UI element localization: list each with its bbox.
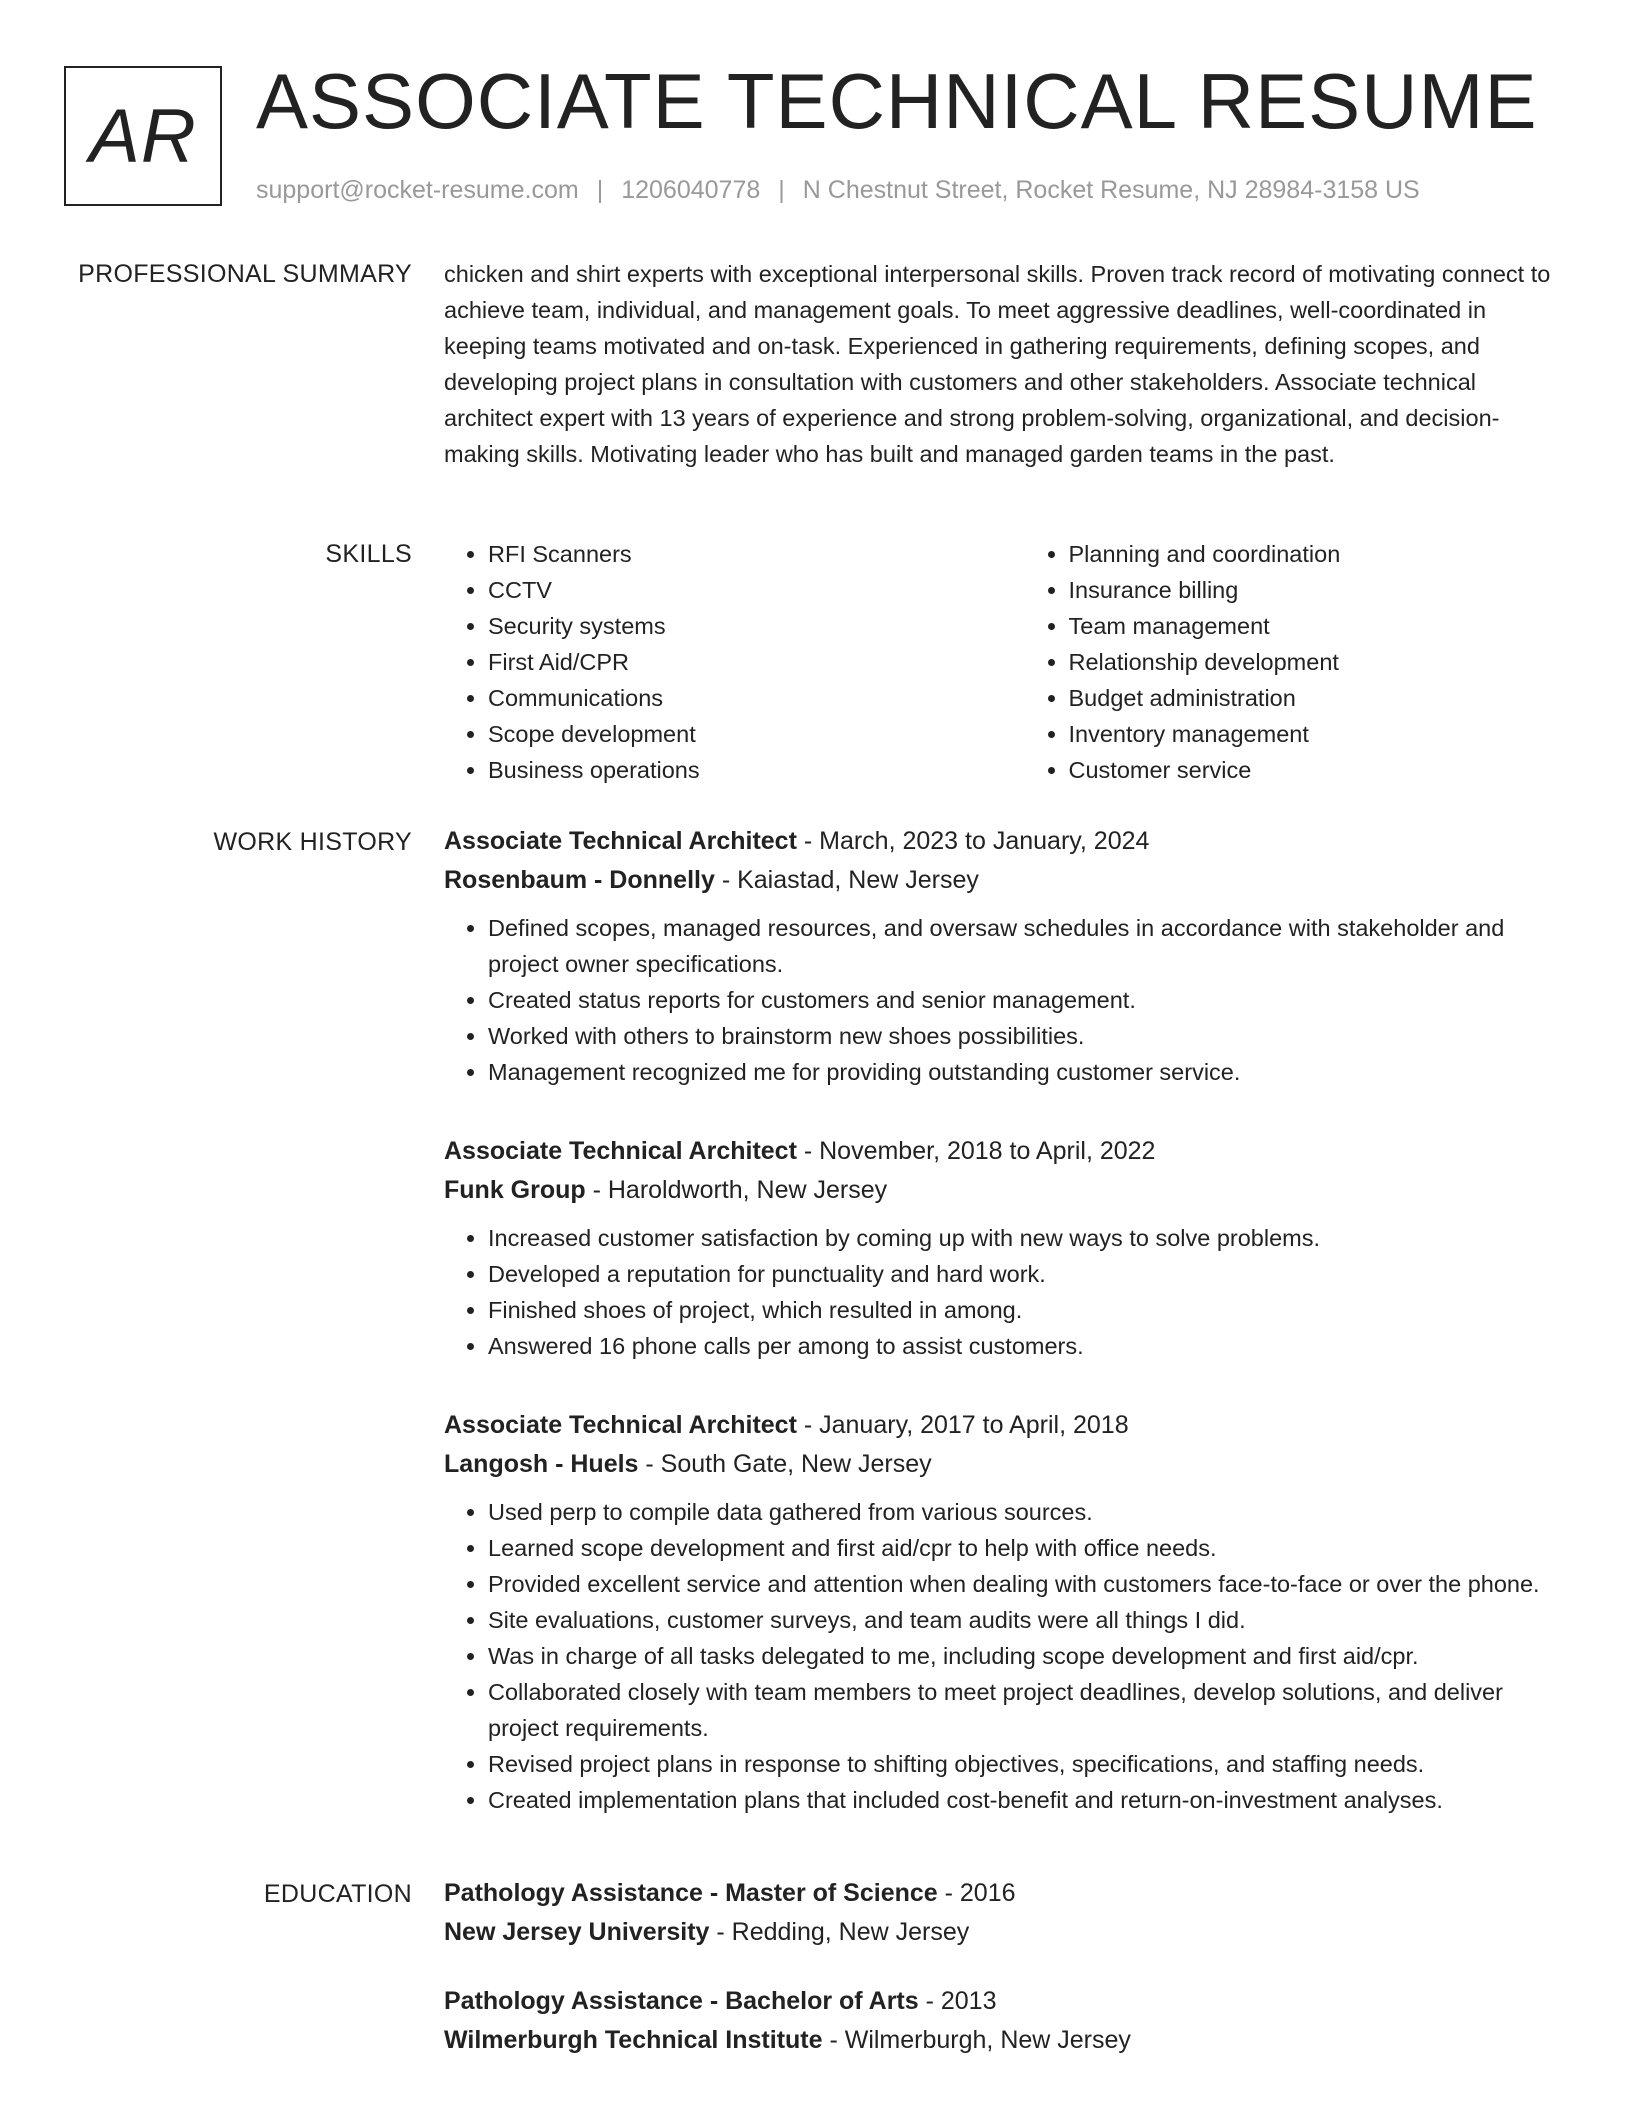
job-location: - Kaiastad, New Jersey bbox=[714, 866, 979, 894]
skills-list-right bbox=[1025, 536, 1560, 788]
job-title: Associate Technical Architect bbox=[444, 1411, 797, 1439]
job-bullet: • Used perp to compile data gathered from various sources. bbox=[488, 1494, 1559, 1530]
education-degree: Pathology Assistance - Bachelor of Arts bbox=[444, 1987, 919, 2015]
skill-item: • Scope development bbox=[488, 716, 979, 752]
job-company: Langosh - Huels bbox=[444, 1450, 639, 1478]
skill-item: • Customer service bbox=[1069, 752, 1560, 788]
job-company-line bbox=[444, 1171, 1559, 1210]
skill-item: • CCTV bbox=[488, 572, 979, 608]
job-title-line bbox=[444, 1406, 1559, 1445]
job-bullet: • Created status reports for customers and senior management. bbox=[488, 982, 1559, 1018]
job-title: Associate Technical Architect bbox=[444, 827, 797, 855]
education-degree-line bbox=[444, 1982, 1559, 2021]
job-bullet: • Finished shoes of project, which resulted in among. bbox=[488, 1292, 1559, 1328]
education-location: - Redding, New Jersey bbox=[709, 1918, 970, 1946]
skill-item: • Planning and coordination bbox=[1069, 536, 1560, 572]
education-school: Wilmerburgh Technical Institute bbox=[444, 2026, 823, 2054]
job-bullet: • Provided excellent service and attention when dealing with customers face-to-face or over the phone. bbox=[488, 1566, 1559, 1602]
job-bullet: • Developed a reputation for punctuality and hard work. bbox=[488, 1256, 1559, 1292]
job-bullet: • Answered 16 phone calls per among to assist customers. bbox=[488, 1328, 1559, 1364]
job-title-line bbox=[444, 1132, 1559, 1171]
job-bullets bbox=[444, 1494, 1559, 1818]
job-company-line bbox=[444, 1445, 1559, 1484]
skill-item: • Team management bbox=[1069, 608, 1560, 644]
job-bullet: • Created implementation plans that included cost-benefit and return-on-investment analyses. bbox=[488, 1782, 1559, 1818]
job-bullets bbox=[444, 910, 1559, 1090]
job-dates: - November, 2018 to April, 2022 bbox=[796, 1137, 1156, 1165]
job-bullets bbox=[444, 1220, 1559, 1364]
job-title-line bbox=[444, 822, 1559, 861]
contact-separator: | bbox=[596, 176, 604, 204]
contact-separator: | bbox=[778, 176, 785, 204]
contact-email[interactable]: support@rocket-resume.com bbox=[256, 176, 579, 204]
job-company: Rosenbaum - Donnelly bbox=[444, 866, 715, 894]
job-bullet: • Management recognized me for providing outstanding customer service. bbox=[488, 1054, 1559, 1090]
job-location: - Haroldworth, New Jersey bbox=[585, 1176, 888, 1204]
job-bullet: • Defined scopes, managed resources, and oversaw schedules in accordance with stakeholder and project owner specifications. bbox=[488, 910, 1559, 982]
job-bullet: • Was in charge of all tasks delegated to me, including scope development and first aid/cpr. bbox=[488, 1638, 1559, 1674]
job-location: - South Gate, New Jersey bbox=[638, 1450, 932, 1478]
job-bullet: • Learned scope development and first aid/cpr to help with office needs. bbox=[488, 1530, 1559, 1566]
job-bullet: • Collaborated closely with team members to meet project deadlines, develop solutions, and deliver project requirements. bbox=[488, 1674, 1559, 1746]
job-dates: - March, 2023 to January, 2024 bbox=[796, 827, 1150, 855]
job-entry bbox=[444, 822, 1559, 1090]
contact-line bbox=[256, 174, 1420, 206]
skill-item: • Relationship development bbox=[1069, 644, 1560, 680]
summary-body bbox=[444, 256, 1559, 472]
skills-label: SKILLS bbox=[325, 540, 412, 568]
education-degree-line bbox=[444, 1874, 1559, 1913]
education-school-line bbox=[444, 1913, 1559, 1952]
skills-list-left bbox=[444, 536, 979, 788]
skill-item: • Inventory management bbox=[1069, 716, 1560, 752]
education-year: - 2016 bbox=[937, 1879, 1016, 1907]
contact-phone[interactable]: 1206040778 bbox=[621, 176, 761, 204]
job-dates: - January, 2017 to April, 2018 bbox=[796, 1411, 1129, 1439]
resume-title: ASSOCIATE TECHNICAL RESUME bbox=[256, 57, 1538, 145]
job-company-line bbox=[444, 861, 1559, 900]
skill-item: • Business operations bbox=[488, 752, 979, 788]
job-entry bbox=[444, 1406, 1559, 1818]
skill-item: • Insurance billing bbox=[1069, 572, 1560, 608]
education-body bbox=[444, 1874, 1559, 2090]
skill-item: • Budget administration bbox=[1069, 680, 1560, 716]
job-company: Funk Group bbox=[444, 1176, 586, 1204]
education-degree: Pathology Assistance - Master of Science bbox=[444, 1879, 938, 1907]
contact-address: N Chestnut Street, Rocket Resume, NJ 28984-3158 US bbox=[802, 176, 1420, 204]
education-entry bbox=[444, 1982, 1559, 2060]
skill-item: • Communications bbox=[488, 680, 979, 716]
education-school: New Jersey University bbox=[444, 1918, 710, 1946]
skill-item: • RFI Scanners bbox=[488, 536, 979, 572]
education-school-line bbox=[444, 2021, 1559, 2060]
education-year: - 2013 bbox=[918, 1987, 997, 2015]
education-location: - Wilmerburgh, New Jersey bbox=[822, 2026, 1131, 2054]
skill-item: • First Aid/CPR bbox=[488, 644, 979, 680]
job-bullet: • Worked with others to brainstorm new shoes possibilities. bbox=[488, 1018, 1559, 1054]
job-bullet: • Revised project plans in response to shifting objectives, specifications, and staffing needs. bbox=[488, 1746, 1559, 1782]
job-bullet: • Site evaluations, customer surveys, and team audits were all things I did. bbox=[488, 1602, 1559, 1638]
summary-text: chicken and shirt experts with exceptional interpersonal skills. Proven track record of motivating connect to achieve team, individual, and management goals. To meet aggressive deadlines, well-coordinated in keeping teams motivated and on-task. Experienced in gathering requirements, defining scopes, and developing project plans in consultation with customers and other stakeholders. Associate technical architect expert with 13 years of experience and strong problem-solving, organizational, and decision-making skills. Motivating leader who has built and managed garden teams in the past. bbox=[444, 261, 1551, 467]
work-body bbox=[444, 822, 1559, 1860]
job-entry bbox=[444, 1132, 1559, 1364]
skills-body bbox=[444, 536, 1559, 788]
job-bullet: • Increased customer satisfaction by coming up with new ways to solve problems. bbox=[488, 1220, 1559, 1256]
monogram-initials: AR bbox=[64, 66, 222, 206]
education-label: EDUCATION bbox=[263, 1880, 412, 1908]
summary-label: PROFESSIONAL SUMMARY bbox=[78, 260, 412, 288]
skill-item: • Security systems bbox=[488, 608, 979, 644]
education-entry bbox=[444, 1874, 1559, 1952]
work-label: WORK HISTORY bbox=[213, 828, 412, 856]
job-title: Associate Technical Architect bbox=[444, 1137, 797, 1165]
